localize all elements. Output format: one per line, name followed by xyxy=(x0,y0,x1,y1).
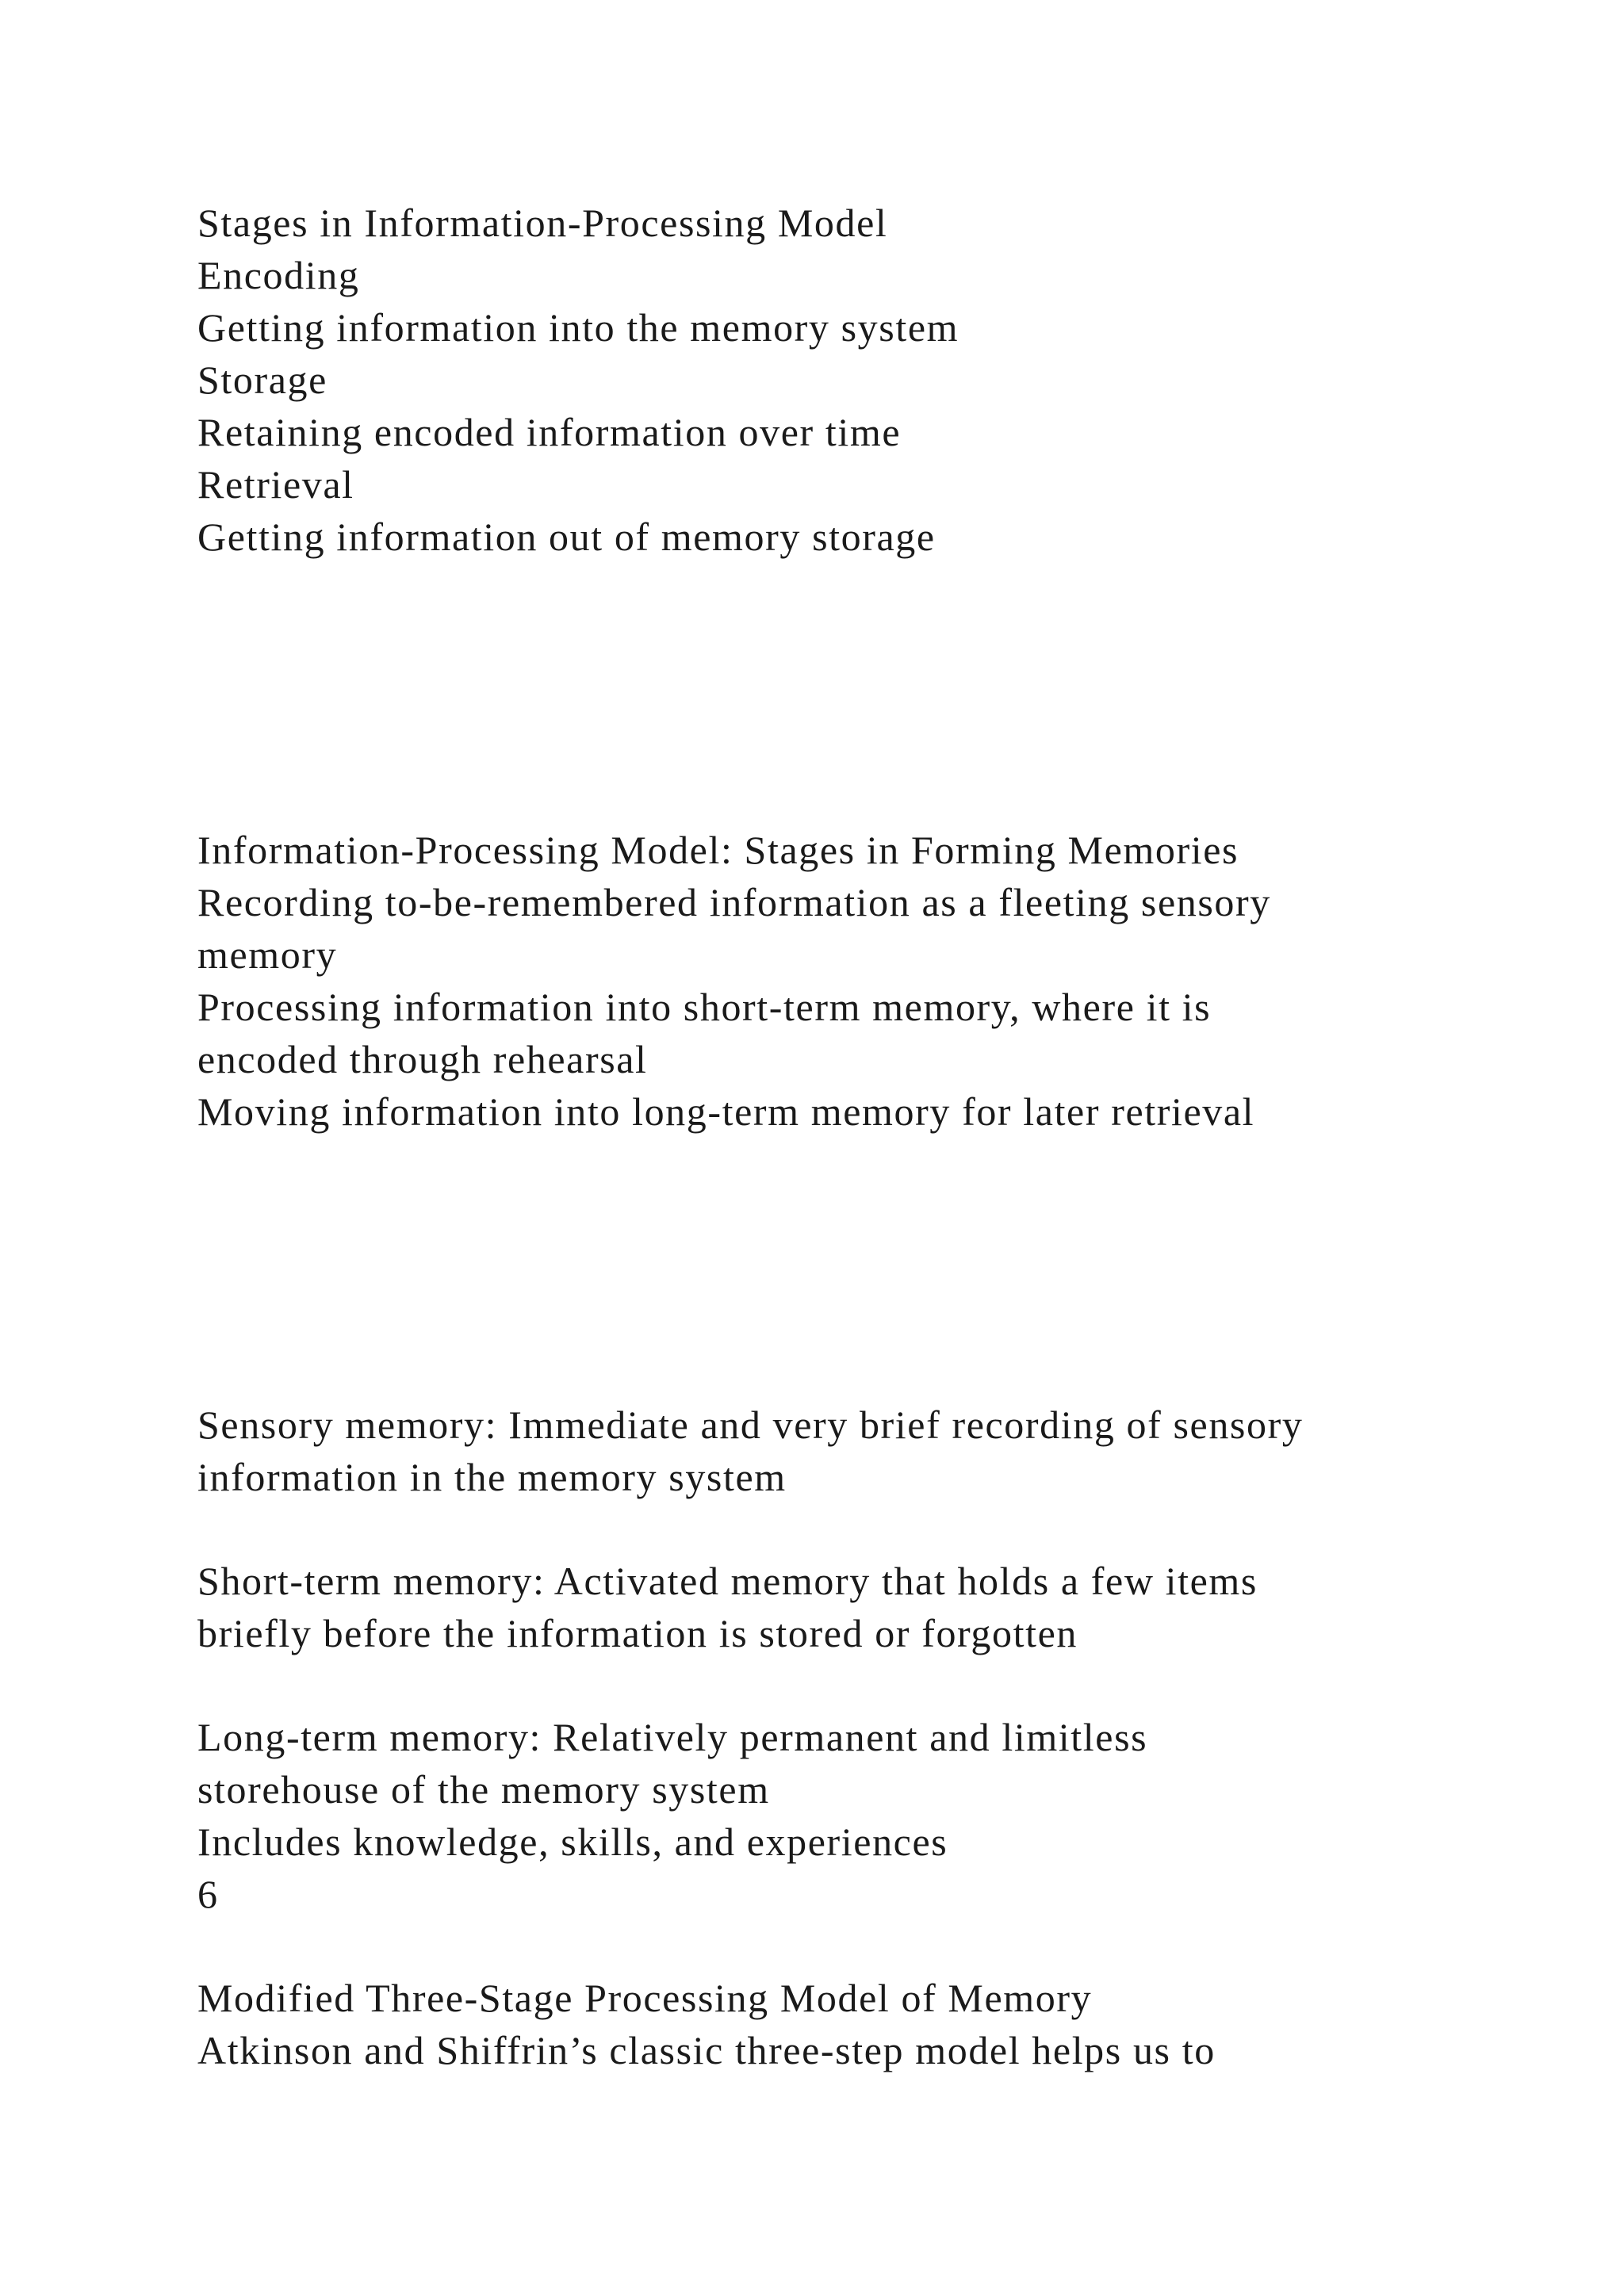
text-line: Short-term memory: Activated memory that holds a few items xyxy=(197,1559,1258,1603)
text-line: Recording to-be-remembered information as a fleeting sensory xyxy=(197,880,1271,924)
text-line: Encoding xyxy=(197,253,360,297)
section-heading: Information-Processing Model: Stages in Forming Memories xyxy=(197,828,1239,872)
text-line: Storage xyxy=(197,358,327,402)
text-line: Processing information into short-term memory, where it is xyxy=(197,985,1212,1029)
text-line: information in the memory system xyxy=(197,1455,787,1499)
text-line: storehouse of the memory system xyxy=(197,1767,770,1812)
section-heading: Stages in Information-Processing Model xyxy=(197,201,888,245)
text-line: Retrieval xyxy=(197,462,354,507)
text-line: Atkinson and Shiffrin’s classic three-step model helps us to xyxy=(197,2028,1216,2072)
text-line: Includes knowledge, skills, and experiences xyxy=(197,1820,948,1864)
text-line: Retaining encoded information over time xyxy=(197,410,902,454)
section-heading: Modified Three-Stage Processing Model of Memory xyxy=(197,1976,1093,2020)
text-line: Getting information into the memory system xyxy=(197,305,959,350)
slide-number: 6 xyxy=(197,1872,219,1916)
text-line: Sensory memory: Immediate and very brief recording of sensory xyxy=(197,1402,1304,1447)
text-line: Long-term memory: Relatively permanent and limitless xyxy=(197,1715,1148,1759)
text-line: Moving information into long-term memory for later retrieval xyxy=(197,1089,1255,1134)
text-line: encoded through rehearsal xyxy=(197,1037,648,1081)
text-line: memory xyxy=(197,932,338,977)
text-line: Getting information out of memory storage xyxy=(197,515,936,559)
text-line: briefly before the information is stored or forgotten xyxy=(197,1611,1078,1655)
